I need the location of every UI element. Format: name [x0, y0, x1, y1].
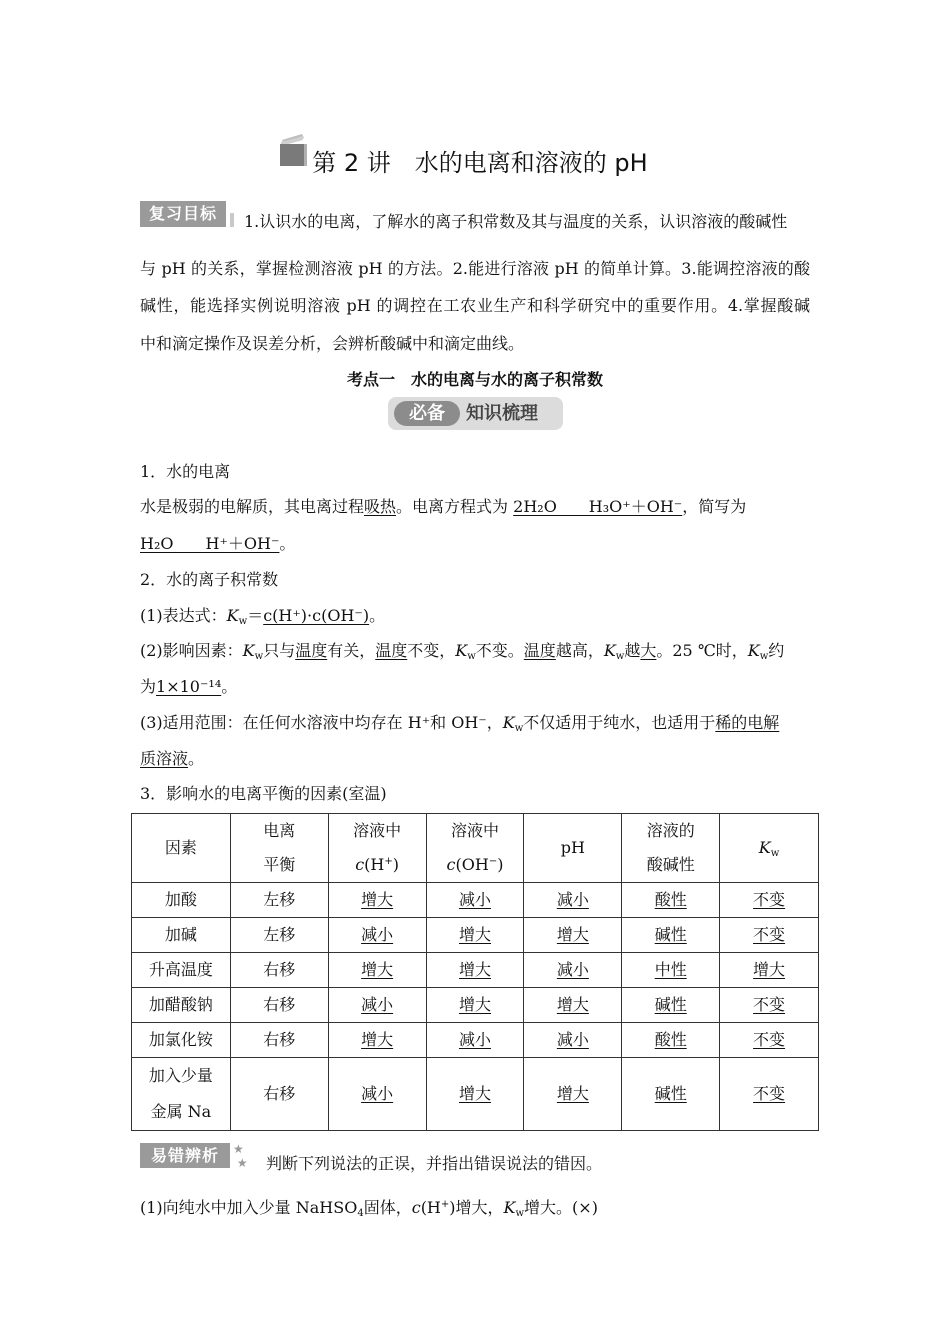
cell: 酸性	[622, 883, 720, 918]
goals-line-4: 中和滴定操作及误差分析，会辨析酸碱中和滴定曲线。	[140, 334, 525, 353]
section-title: 考点一 水的电离与水的离子积常数	[346, 370, 603, 389]
cell: 左移	[230, 918, 328, 953]
cell: 碱性	[622, 988, 720, 1023]
p3-heading: 3．影响水的电离平衡的因素(室温)	[140, 784, 387, 803]
p2-b2: 为1×10⁻¹⁴。	[140, 677, 238, 696]
cell: 加酸	[132, 883, 231, 918]
cell-sodium: 加入少量 金属 Na	[132, 1058, 231, 1131]
cell: 增大	[524, 918, 622, 953]
cell: 减小	[426, 1023, 524, 1058]
cell: 减小	[328, 1058, 426, 1131]
cell: 增大	[426, 988, 524, 1023]
knowledge-pill	[388, 397, 563, 430]
cell: 增大	[328, 1023, 426, 1058]
cell: 增大	[426, 918, 524, 953]
p1-line-1: 水是极弱的电解质，其电离过程吸热。电离方程式为 2H₂O H₃O⁺＋OH⁻，简写为	[140, 497, 747, 516]
pill-left: 必备	[394, 401, 460, 426]
cell: 减小	[426, 883, 524, 918]
th-balance: 电离 平衡	[230, 814, 328, 883]
cell: 增大	[426, 953, 524, 988]
cell: 升高温度	[132, 953, 231, 988]
cell: 右移	[230, 953, 328, 988]
p2-c2: 质溶液。	[140, 749, 205, 768]
goals-line-3: 碱性，能选择实例说明溶液 pH 的调控在工农业生产和科学研究中的重要作用。4.掌握酸碱	[140, 296, 810, 315]
cell: 增大	[328, 953, 426, 988]
cell: 加氯化铵	[132, 1023, 231, 1058]
th-acidity: 溶液的 酸碱性	[622, 814, 720, 883]
cell: 减小	[328, 918, 426, 953]
cell: 加醋酸钠	[132, 988, 231, 1023]
cell: 不变	[720, 918, 819, 953]
table-row	[132, 1058, 819, 1131]
goals-line-2: 与 pH 的关系，掌握检测溶液 pH 的方法。2.能进行溶液 pH 的简单计算。3.能调控溶液的酸	[140, 259, 810, 278]
table-header-row	[132, 814, 819, 883]
cell: 碱性	[622, 918, 720, 953]
cell: 中性	[622, 953, 720, 988]
cell: 右移	[230, 1023, 328, 1058]
th-ph: pH	[524, 814, 622, 883]
th-kw: $K_w$	[720, 814, 819, 883]
cell: 增大	[426, 1058, 524, 1131]
th-ch: 溶液中 c(H+)	[328, 814, 426, 883]
cell: 加碱	[132, 918, 231, 953]
th-factor: 因素	[132, 814, 231, 883]
pill-right: 知识梳理	[466, 403, 538, 424]
p1-heading: 1．水的电离	[140, 462, 231, 481]
p1-line-2: H₂O H⁺＋OH⁻。	[140, 534, 296, 553]
p2-b: (2)影响因素：$K_w$只与温度有关，温度不变，$K_w$不变。温度越高，$K_w$越大。25 ℃时，$K_w$约	[140, 641, 785, 662]
table-row	[132, 953, 819, 988]
goals-line-1: 1.认识水的电离，了解水的离子积常数及其与温度的关系，认识溶液的酸碱性	[244, 212, 788, 231]
table-row	[132, 1023, 819, 1058]
th-coh: 溶液中 c(OH−)	[426, 814, 524, 883]
cell: 右移	[230, 988, 328, 1023]
cell: 不变	[720, 883, 819, 918]
cell: 不变	[720, 988, 819, 1023]
cell: 增大	[524, 1058, 622, 1131]
cell: 酸性	[622, 1023, 720, 1058]
cell: 增大	[524, 988, 622, 1023]
cell: 左移	[230, 883, 328, 918]
table-row	[132, 883, 819, 918]
error-analysis-tag: 易错辨析	[140, 1143, 230, 1168]
cell: 减小	[524, 883, 622, 918]
cell: 减小	[524, 953, 622, 988]
p2-heading: 2．水的离子积常数	[140, 570, 279, 589]
cell: 右移	[230, 1058, 328, 1131]
star-icon: ★ ★	[233, 1142, 248, 1170]
error-instruction: 判断下列说法的正误，并指出错误说法的错因。	[266, 1154, 603, 1173]
table-row	[132, 988, 819, 1023]
p2-c: (3)适用范围：在任何水溶液中均存在 H⁺和 OH⁻，$K_w$不仅适用于纯水，也适用于稀的电解	[140, 713, 780, 734]
cell: 不变	[720, 1058, 819, 1131]
factor-table	[131, 813, 819, 1131]
review-goal-tag: 复习目标	[140, 201, 226, 227]
cell: 碱性	[622, 1058, 720, 1131]
cell: 不变	[720, 1023, 819, 1058]
question-1: (1)向纯水中加入少量 NaHSO$_4$固体，c(H+)增大，$K_w$增大。(×)	[140, 1198, 598, 1219]
table-row	[132, 918, 819, 953]
cell: 增大	[328, 883, 426, 918]
cell: 减小	[524, 1023, 622, 1058]
cell: 增大	[720, 953, 819, 988]
page-title: 第 2 讲 水的电离和溶液的 pH	[312, 149, 648, 177]
cell: 减小	[328, 988, 426, 1023]
p2-a: (1)表达式：$K_w=c(H^+)\cdot c(OH^-)$。	[140, 606, 386, 627]
